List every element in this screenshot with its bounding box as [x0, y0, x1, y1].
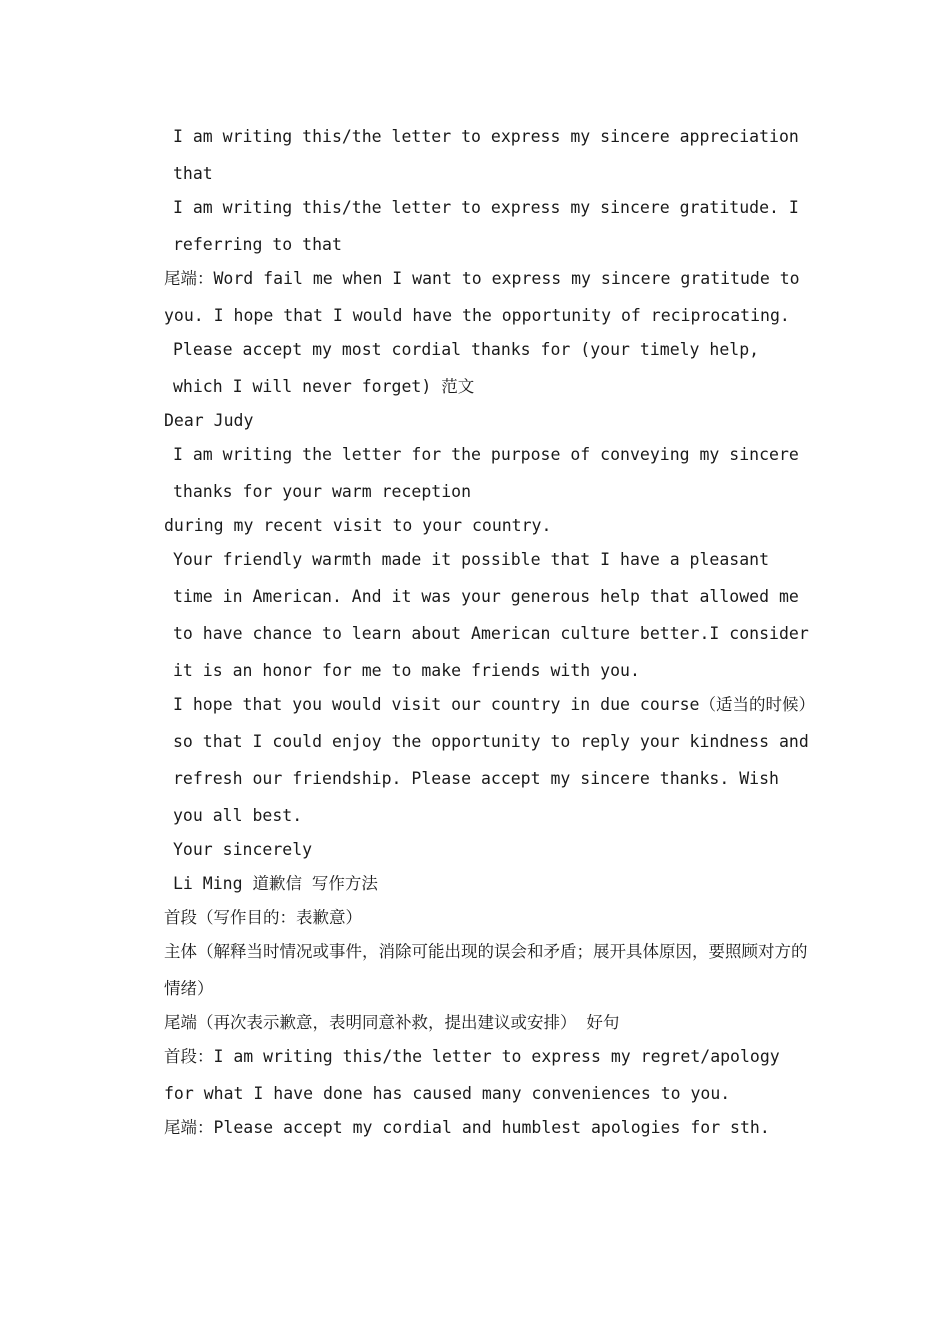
paragraph: 尾端（再次表示歉意，表明同意补救，提出建议或安排） 好句 [164, 1013, 620, 1032]
closing: Your sincerely [173, 840, 313, 859]
paragraph: 首段：I am writing this/the letter to express my regret/apology for what I have done has caused many conveniences to you. [164, 1047, 790, 1103]
document-body [144, 118, 819, 1143]
salutation: Dear Judy [164, 411, 254, 430]
paragraph: I hope that you would visit our country in due course（适当的时候）so that I could enjoy the opportunity to reply your kindness and refresh our friendship. Please accept my sincere thanks. Wish you all best. [173, 695, 819, 825]
paragraph: 尾端：Word fail me when I want to express my sincere gratitude to you. I hope that I would have the opportunity of reciprocating. [164, 269, 810, 325]
paragraph: 主体（解释当时情况或事件，消除可能出现的误会和矛盾；展开具体原因，要照顾对方的情绪） [164, 942, 808, 998]
signature-heading: Li Ming 道歉信 写作方法 [173, 874, 378, 893]
paragraph: 首段（写作目的：表歉意） [164, 908, 362, 927]
paragraph: during my recent visit to your country. [164, 516, 552, 535]
paragraph: 尾端：Please accept my cordial and humblest apologies for sth. [164, 1118, 770, 1137]
paragraph: Please accept my most cordial thanks for (your timely help, which I will never forget) 范文 [173, 340, 770, 396]
paragraph: Your friendly warmth made it possible that I have a pleasant time in American. And it was your generous help that allowed me to have chance to learn about American culture better.I consider it is an honor for me to make friends with you. [173, 550, 819, 680]
paragraph: I am writing the letter for the purpose of conveying my sincere thanks for your warm reception [173, 445, 809, 501]
paragraph: I am writing this/the letter to express my sincere gratitude. I referring to that [173, 198, 809, 254]
paragraph: I am writing this/the letter to express my sincere appreciation that [173, 127, 809, 183]
